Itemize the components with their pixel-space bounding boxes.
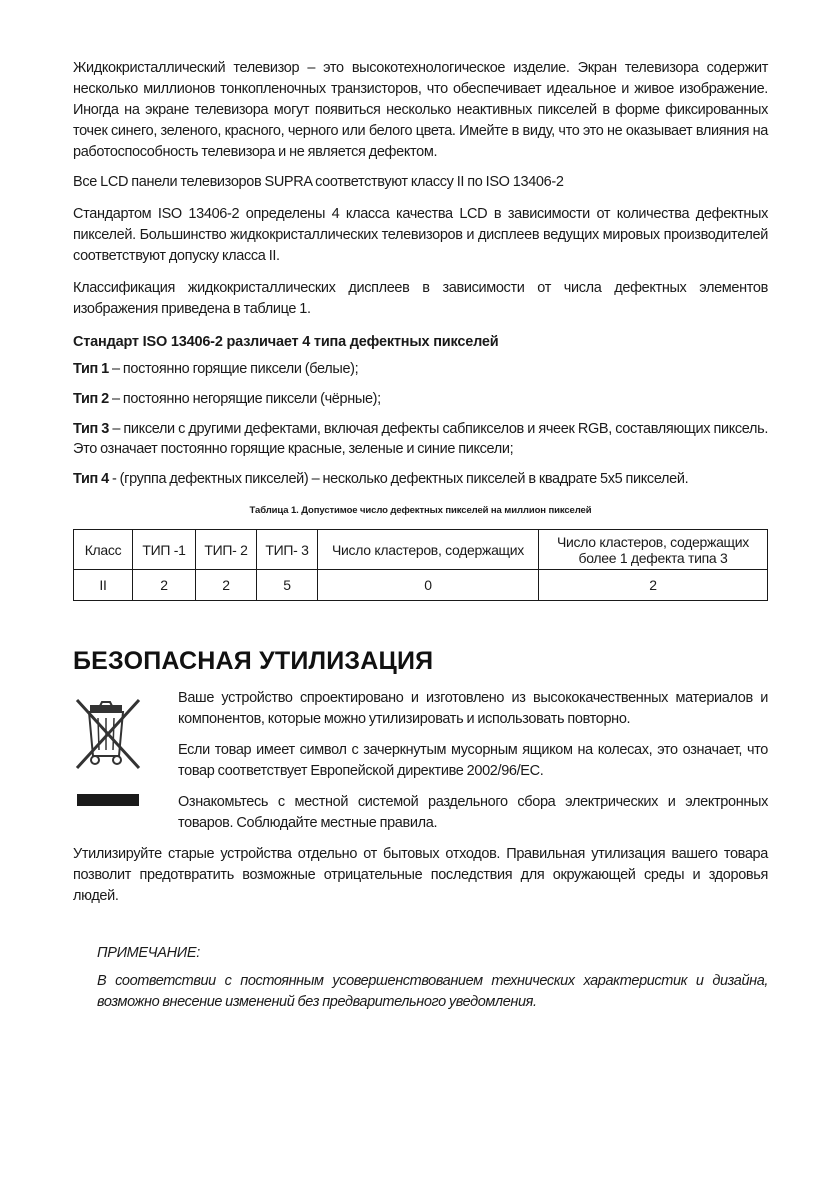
- defect-type-label: Тип 4: [73, 471, 109, 487]
- note-label: ПРИМЕЧАНИЕ:: [97, 945, 200, 961]
- supra-class-statement: Все LCD панели телевизоров SUPRA соответствуют классу II по ISO 13406-2: [73, 174, 564, 190]
- table-cell: 2: [196, 570, 257, 601]
- disposal-title: БЕЗОПАСНАЯ УТИЛИЗАЦИЯ: [73, 647, 434, 675]
- defect-type-text: – постоянно горящие пиксели (белые);: [108, 361, 359, 377]
- intro-paragraph: Жидкокристаллический телевизор – это высокотехнологическое изделие. Экран телевизора содержит несколько миллионов тонкопленочных транзисторов, что обеспечивает идеальное и живое изображение. Иногда на экране телевизора могут появиться несколько неактивных пикселей в форме фиксированных точек синего, зеленого, красного, черного или белого цвета. Имейте в виду, что это не оказывает влияния на работоспособность телевизора и не является дефектом.: [73, 60, 768, 160]
- table-header-cell: ТИП- 3: [257, 530, 318, 570]
- defect-type-label: Тип 3: [73, 421, 109, 437]
- defect-type-label: Тип 2: [73, 391, 109, 407]
- disposal-paragraph: Если товар имеет символ с зачеркнутым мусорным ящиком на колесах, это означает, что товар соответствует Европейской директиве 2002/96/EC.: [178, 742, 768, 779]
- table-cell: 2: [133, 570, 196, 601]
- disposal-paragraph: Ознакомьтесь с местной системой раздельного сбора электрических и электронных товаров. Соблюдайте местные правила.: [178, 794, 768, 831]
- defect-type-1: [73, 359, 768, 379]
- crossed-out-wheelie-bin-icon: [73, 696, 145, 811]
- defect-table: [73, 529, 768, 601]
- defect-type-text: - (группа дефектных пикселей) – несколько дефектных пикселей в квадрате 5х5 пикселей.: [108, 471, 689, 487]
- table-cell: 0: [318, 570, 539, 601]
- table-header-cell: Число кластеров, содержащих более 1 дефекта типа 3: [539, 530, 768, 570]
- defect-type-text: – пиксели с другими дефектами, включая дефекты сабпикселов и ячеек RGB, составляющих пиксель. Это означает постоянно горящие красные, зеленые и синие пиксели;: [73, 421, 769, 457]
- defect-type-4: [73, 469, 768, 489]
- defect-type-2: [73, 389, 768, 409]
- classification-paragraph: Классификация жидкокристаллических дисплеев в зависимости от числа дефектных элементов изображения приведена в таблице 1.: [73, 280, 768, 317]
- table-cell: 2: [539, 570, 768, 601]
- disposal-text: [178, 688, 768, 834]
- iso-standard-paragraph: Стандартом ISO 13406-2 определены 4 класса качества LCD в зависимости от количества дефектных пикселей. Большинство жидкокристаллических телевизоров и дисплеев ведущих мировых производителей соответствуют допуску класса II.: [73, 206, 768, 264]
- table-header-cell: ТИП- 2: [196, 530, 257, 570]
- defect-type-3: [73, 419, 768, 459]
- table-row: [74, 570, 768, 601]
- defect-type-text: – постоянно негорящие пиксели (чёрные);: [108, 391, 381, 407]
- table-header-cell: Класс: [74, 530, 133, 570]
- disposal-block: [73, 688, 768, 834]
- table-cell: II: [74, 570, 133, 601]
- table-header-cell: Число кластеров, содержащих: [318, 530, 539, 570]
- document-page: [73, 58, 768, 1013]
- table-header-cell: ТИП -1: [133, 530, 196, 570]
- disposal-paragraph: Ваше устройство спроектировано и изготовлено из высококачественных материалов и компонентов, которые можно утилизировать и использовать повторно.: [178, 690, 768, 727]
- disposal-paragraph: Утилизируйте старые устройства отдельно от бытовых отходов. Правильная утилизация вашего товара позволит предотвратить возможные отрицательные последствия для окружающей среды и здоровья людей.: [73, 846, 768, 904]
- table-cell: 5: [257, 570, 318, 601]
- defect-type-label: Тип 1: [73, 361, 109, 377]
- note-text: В соответствии с постоянным усовершенствованием технических характеристик и дизайна, возможно внесение изменений без предварительного уведомления.: [97, 973, 768, 1010]
- weee-bar: [77, 794, 139, 806]
- table-header-row: [74, 530, 768, 570]
- table-caption: Таблица 1. Допустимое число дефектных пикселей на миллион пикселей: [249, 505, 592, 516]
- standard-heading: Стандарт ISO 13406-2 различает 4 типа дефектных пикселей: [73, 334, 499, 350]
